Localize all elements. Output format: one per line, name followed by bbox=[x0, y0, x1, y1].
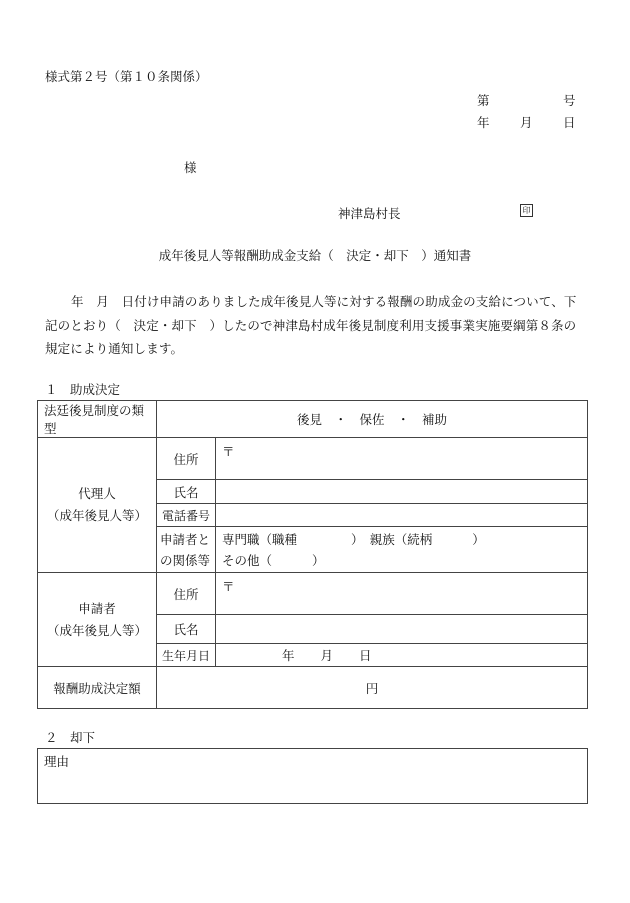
agent-address-label: 住所 bbox=[157, 438, 216, 480]
issue-date-month: 月 bbox=[520, 115, 533, 130]
agent-sublabel: （成年後見人等） bbox=[46, 508, 147, 523]
agent-address-field[interactable] bbox=[216, 438, 588, 480]
applicant-sublabel: （成年後見人等） bbox=[46, 622, 147, 638]
amount-label: 報酬助成決定額 bbox=[38, 667, 157, 709]
type-row bbox=[38, 401, 588, 438]
birthdate-month: 月 bbox=[320, 648, 334, 663]
form-code: 様式第２号（第１０条関係） bbox=[45, 69, 208, 84]
section-rejection-heading: ２ 却下 bbox=[45, 730, 96, 745]
notice-body: 年 月 日付け申請のありました成年後見人等に対する報酬の助成金の支給について、下記のとおり（ 決定・却下 ）したので神津島村成年後見制度利用支援事業実施要綱第８条の規定により通知します。 bbox=[45, 294, 577, 356]
relation-family-close: ） bbox=[472, 531, 485, 547]
issue-date-day: 日 bbox=[563, 115, 576, 130]
issuer-name: 神津島村長 bbox=[338, 206, 401, 221]
agent-name-field[interactable] bbox=[216, 480, 588, 504]
applicant-name-field[interactable] bbox=[216, 615, 588, 644]
relation-label-line1: 申請者と bbox=[160, 531, 211, 547]
relation-professional-label: 専門職（職種 bbox=[222, 531, 298, 547]
rejection-reason-box[interactable] bbox=[37, 748, 588, 804]
document-title: 成年後見人等報酬助成金支給（ 決定・却下 ）通知書 bbox=[158, 248, 472, 263]
birthdate-label: 生年月日 bbox=[157, 644, 216, 667]
agent-phone-label: 電話番号 bbox=[157, 504, 216, 527]
relation-other-label: その他（ bbox=[222, 552, 273, 568]
agent-phone-field[interactable] bbox=[216, 504, 588, 527]
amount-unit: 円 bbox=[365, 680, 379, 696]
relation-other-close: ） bbox=[312, 552, 325, 568]
approval-table bbox=[37, 400, 588, 709]
birthdate-day: 日 bbox=[359, 648, 372, 663]
document-number-suffix: 号 bbox=[563, 93, 576, 108]
applicant-label-cell bbox=[38, 573, 157, 667]
applicant-name-label: 氏名 bbox=[157, 615, 216, 644]
relation-field[interactable] bbox=[216, 527, 588, 573]
seal-mark-icon: 印 bbox=[520, 204, 533, 217]
agent-address-row bbox=[38, 438, 588, 480]
applicant-label: 申請者 bbox=[78, 600, 116, 616]
birthdate-year: 年 bbox=[282, 648, 295, 663]
document-number-prefix: 第 bbox=[477, 93, 490, 108]
amount-field[interactable] bbox=[157, 667, 588, 709]
issue-date-year: 年 bbox=[477, 115, 490, 130]
relation-label-cell bbox=[157, 527, 216, 573]
agent-name-label: 氏名 bbox=[157, 480, 216, 504]
applicant-address-row bbox=[38, 573, 588, 615]
agent-label-cell bbox=[38, 438, 157, 573]
postal-mark-icon: 〒 bbox=[222, 579, 235, 594]
relation-label-line2: の関係等 bbox=[160, 552, 211, 568]
postal-mark-icon: 〒 bbox=[222, 444, 235, 459]
type-value: 後見 ・ 保佐 ・ 補助 bbox=[157, 401, 588, 438]
birthdate-field[interactable] bbox=[216, 644, 588, 667]
type-label: 法廷後見制度の類型 bbox=[38, 401, 157, 438]
agent-label: 代理人 bbox=[78, 486, 116, 501]
applicant-address-field[interactable] bbox=[216, 573, 588, 615]
addressee-suffix: 様 bbox=[184, 160, 197, 175]
relation-family-label: ） 親族（続柄 bbox=[351, 531, 433, 547]
amount-row bbox=[38, 667, 588, 709]
rejection-reason-label: 理由 bbox=[44, 754, 70, 769]
applicant-address-label: 住所 bbox=[157, 573, 216, 615]
section-approval-heading: １ 助成決定 bbox=[45, 382, 121, 397]
